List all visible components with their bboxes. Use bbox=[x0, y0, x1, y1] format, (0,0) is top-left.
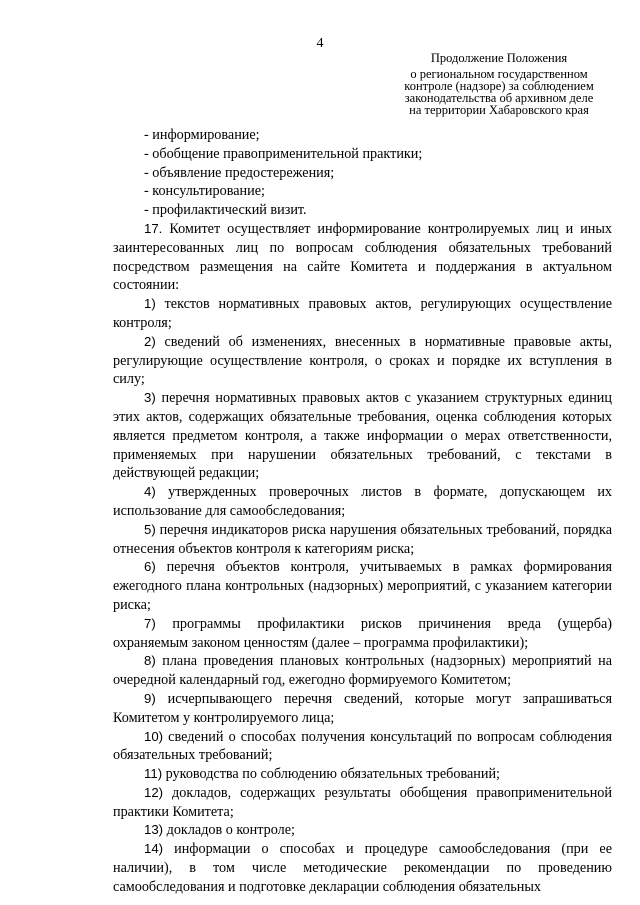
item-number: 13) bbox=[144, 822, 164, 838]
item-text: докладов о контроле; bbox=[166, 822, 295, 839]
list-item bbox=[113, 558, 612, 614]
page-number: 4 bbox=[316, 36, 324, 51]
header-line: на территории Хабаровского края bbox=[409, 103, 589, 117]
header-line: контроле (надзоре) за соблюдением bbox=[404, 79, 594, 93]
item-text: перечня нормативных правовых актов с указанием структурных единиц этих актов, содержащих обязательные требования, оценка соблюдения которых является предметом контроля, а также информации о мерах ответственности, применяемых при нарушении обязательных требований, с текстами в действующей редакции; bbox=[113, 390, 612, 482]
item-text: руководства по соблюдению обязательных требований; bbox=[165, 766, 500, 783]
list-item bbox=[113, 652, 612, 690]
list-item: - информирование; bbox=[144, 127, 260, 143]
item-number: 8) bbox=[144, 653, 156, 669]
item-text: плана проведения плановых контрольных (надзорных) мероприятий на очередной календарный год, ежегодно формируемого Комитетом; bbox=[113, 653, 612, 689]
item-number: 9) bbox=[144, 690, 156, 706]
clause-text: Комитет осуществляет информирование контролируемых лиц и иных заинтересованных лиц по вопросам соблюдения обязательных требований посредством размещения на сайте Комитета и поддержания в актуальном состоянии: bbox=[113, 220, 612, 294]
item-number: 4) bbox=[144, 484, 156, 500]
item-number: 2) bbox=[144, 333, 156, 349]
item-number: 11) bbox=[144, 766, 163, 782]
clause-17 bbox=[113, 220, 612, 295]
list-item bbox=[113, 690, 612, 728]
clause-number: 17. bbox=[144, 220, 163, 236]
list-item bbox=[113, 389, 612, 483]
item-number: 3) bbox=[144, 390, 156, 406]
item-text: утвержденных проверочных листов в формате, допускающем их использование для самообследования; bbox=[113, 484, 613, 519]
document-body bbox=[113, 126, 612, 897]
list-item: - профилактический визит. bbox=[144, 202, 307, 219]
list-item bbox=[113, 728, 612, 766]
list-item bbox=[113, 615, 612, 653]
header-line: о региональном государственном bbox=[410, 67, 588, 81]
document-header bbox=[398, 52, 600, 116]
header-line: законодательства об архивном деле bbox=[404, 91, 594, 105]
list-item bbox=[113, 840, 612, 896]
item-number: 7) bbox=[144, 615, 156, 631]
list-item bbox=[113, 765, 612, 784]
item-text: текстов нормативных правовых актов, регулирующих осуществление контроля; bbox=[113, 296, 612, 331]
item-number: 12) bbox=[144, 784, 164, 800]
list-item bbox=[113, 821, 612, 840]
item-text: перечня объектов контроля, учитываемых в рамках формирования ежегодного плана контрольных (надзорных) мероприятий, с указанием категории риска; bbox=[113, 559, 613, 613]
list-item bbox=[113, 521, 612, 559]
list-item bbox=[113, 333, 612, 389]
list-item: - объявление предостережения; bbox=[144, 164, 335, 181]
item-number: 5) bbox=[144, 521, 156, 537]
item-number: 1) bbox=[144, 296, 156, 312]
list-item: - обобщение правоприменительной практики; bbox=[144, 145, 423, 162]
item-number: 6) bbox=[144, 559, 156, 575]
list-item bbox=[113, 295, 612, 333]
item-text: перечня индикаторов риска нарушения обязательных требований, порядка отнесения объектов контроля к категориям риска; bbox=[113, 521, 613, 557]
item-text: информации о способах и процедуре самообследования (при ее наличии), в том числе методические рекомендации по проведению самообследования и подготовке декларации соблюдения обязательных bbox=[113, 841, 612, 895]
item-text: сведений о способах получения консультаций по вопросам соблюдения обязательных требований; bbox=[113, 728, 613, 764]
item-text: докладов, содержащих результаты обобщения правоприменительной практики Комитета; bbox=[113, 784, 612, 820]
item-text: сведений об изменениях, внесенных в нормативные правовые акты, регулирующие осуществление контроля, о сроках и порядке их вступления в силу; bbox=[113, 333, 612, 388]
item-text: программы профилактики рисков причинения вреда (ущерба) охраняемым законом ценностям (далее – программа профилактики); bbox=[113, 615, 612, 651]
list-item: - консультирование; bbox=[144, 183, 265, 200]
list-item bbox=[113, 784, 612, 822]
header-title: Продолжение Положения bbox=[430, 51, 568, 65]
item-number: 10) bbox=[144, 728, 164, 744]
item-text: исчерпывающего перечня сведений, которые могут запрашиваться Комитетом у контролируемого лица; bbox=[113, 690, 612, 726]
list-item bbox=[113, 483, 612, 521]
item-number: 14) bbox=[144, 841, 164, 857]
